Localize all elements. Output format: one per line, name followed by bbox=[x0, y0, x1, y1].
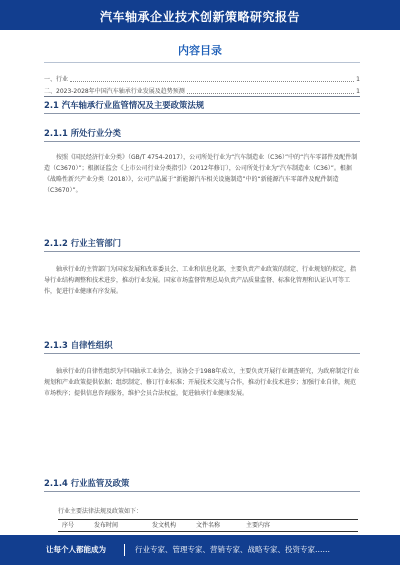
toc-entry-leader bbox=[187, 93, 354, 94]
table-header-cell: 发文机构 bbox=[152, 522, 177, 529]
report-footer bbox=[0, 535, 400, 565]
policy-table-caption: 行业主要法律法规及政策如下： bbox=[58, 508, 143, 515]
toc-bottom-rule bbox=[44, 96, 360, 97]
section-underline bbox=[44, 251, 360, 252]
policy-table-header bbox=[58, 519, 358, 532]
toc-entry[interactable] bbox=[44, 75, 360, 84]
section-2-1-title: 2.1 汽车轴承行业监管情况及主要政策法规 bbox=[44, 100, 205, 110]
section-2-1-1-paragraph: 按照《国民经济行业分类》（GB/T 4754-2017），公司所处行业为“汽车制造业（C36）”中的“汽车零部件及配件制造（C3670）”；根据证监会《上市公司行业分类指引》（2012年修订），公司所处行业为“汽车制造业（C36）”。根据《战略性新兴产业分类（2018）》，公司产品属于“新能源汽车相关设施制造”中的“新能源汽车零部件及配件制造（C3670）”。 bbox=[44, 154, 358, 194]
table-header-cell: 文件名称 bbox=[196, 522, 221, 529]
footer-divider bbox=[124, 544, 125, 556]
toc-entry-label: 一、行业 bbox=[44, 76, 69, 83]
section-2-1-4-title: 2.1.4 行业监管及政策 bbox=[44, 478, 130, 488]
section-underline bbox=[44, 353, 360, 354]
toc-heading: 内容目录 bbox=[178, 44, 222, 57]
table-header-cell: 主要内容 bbox=[246, 522, 271, 529]
report-title: 汽车轴承企业技术创新策略研究报告 bbox=[99, 10, 300, 24]
footer-slogan: 让每个人都能成为 bbox=[46, 545, 106, 554]
toc-entry[interactable] bbox=[44, 87, 360, 96]
report-header bbox=[0, 0, 400, 30]
toc-entry-label: 二、2023-2028年中国汽车轴承行业发展及趋势预测 bbox=[44, 88, 185, 95]
table-header-cell: 发布时间 bbox=[94, 522, 119, 529]
toc-entry-leader bbox=[70, 81, 354, 82]
section-underline bbox=[44, 113, 360, 114]
section-2-1-2-paragraph: 轴承行业的主管部门为国家发展和改革委员会、工业和信息化部，主要负责产业政策的制定、行业规划的拟定，指导行业结构调整和技术进步，推动行业发展。国家市场监督管理总局负责产品质量监督、标准化管理和认证认可等工作，促进行业健康有序发展。 bbox=[44, 266, 357, 295]
toc-divider bbox=[44, 62, 360, 63]
section-underline bbox=[44, 141, 360, 142]
toc-entry-page: 1 bbox=[356, 76, 360, 83]
section-underline bbox=[44, 491, 360, 492]
section-2-1-3-paragraph: 轴承行业的自律性组织为中国轴承工业协会，该协会于1988年成立，主要负责开展行业调查研究，为政府制定行业规划和产业政策提供依据；组织制定、修订行业标准；开展技术交流与合作，推动行业技术进步；加强行业自律，规范市场秩序；提供信息咨询服务，维护会员合法权益，促进轴承行业健康发展。 bbox=[44, 368, 360, 397]
table-header-cell: 序号 bbox=[62, 522, 75, 529]
section-2-1-2-title: 2.1.2 行业主管部门 bbox=[44, 238, 122, 248]
footer-roles: 行业专家、管理专家、营销专家、战略专家、投资专家…… bbox=[135, 545, 330, 554]
toc-entry-page: 1 bbox=[356, 88, 360, 95]
section-2-1-1-title: 2.1.1 所处行业分类 bbox=[44, 128, 122, 138]
policy-table bbox=[58, 506, 358, 532]
section-2-1-3-title: 2.1.3 自律性组织 bbox=[44, 340, 113, 350]
